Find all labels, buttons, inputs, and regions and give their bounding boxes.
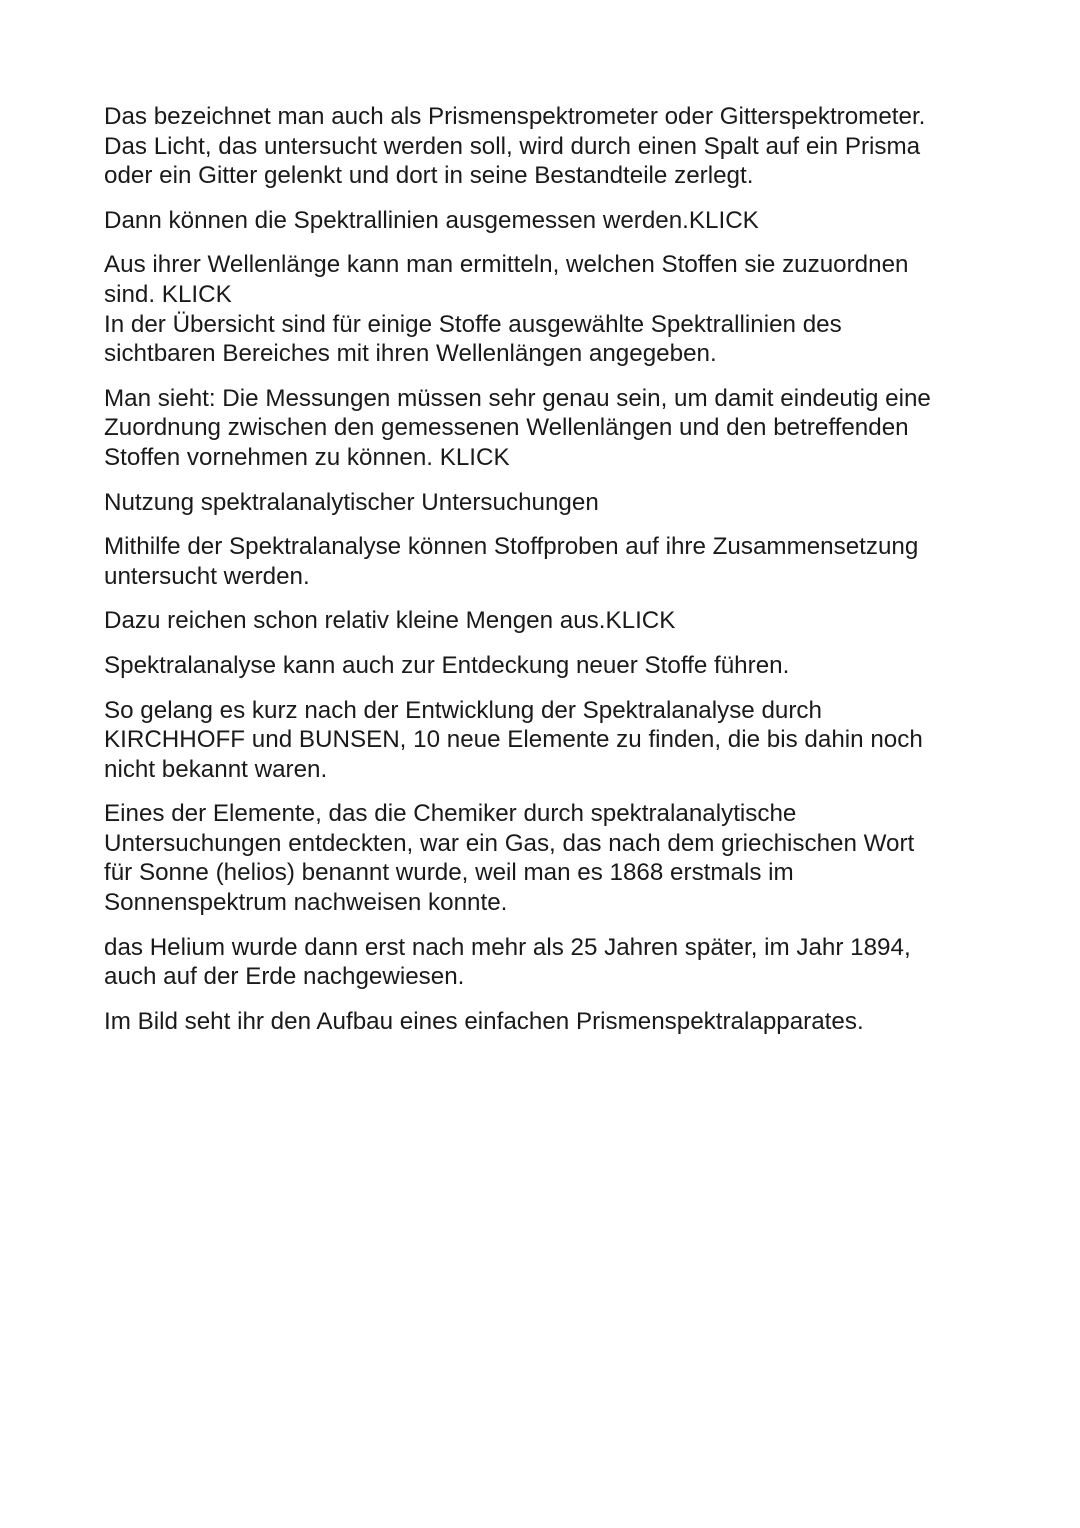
document-body [104,102,1004,1051]
paragraph-prism-apparatus [104,1007,1004,1037]
paragraph-wavelength [104,250,1004,309]
paragraph-small-amounts [104,606,1004,636]
text-line: In der Übersicht sind für einige Stoffe ausgewählte Spektrallinien des [104,310,842,338]
paragraph-measure-lines [104,206,1004,236]
text-line: Dazu reichen schon relativ kleine Mengen aus.KLICK [104,607,676,635]
text-line: Sonnenspektrum nachweisen konnte. [104,889,508,917]
section-heading: Nutzung spektralanalytischer Untersuchungen [104,488,599,516]
paragraph-spectrometer [104,102,1004,191]
text-line: sind. KLICK [104,280,232,308]
paragraph-discovery [104,651,1004,681]
paragraph-helium-earth [104,933,1004,992]
text-line: Untersuchungen entdeckten, war ein Gas, das nach dem griechischen Wort [104,829,915,857]
text-line: das Helium wurde dann erst nach mehr als 25 Jahren später, im Jahr 1894, [104,933,911,961]
text-line: Aus ihrer Wellenlänge kann man ermitteln, welchen Stoffen sie zuzuordnen [104,251,909,279]
paragraph-helios [104,799,1004,917]
text-line: Dann können die Spektrallinien ausgemessen werden.KLICK [104,206,759,234]
text-line: Mithilfe der Spektralanalyse können Stoffproben auf ihre Zusammensetzung [104,533,919,561]
text-line: Im Bild seht ihr den Aufbau eines einfachen Prismenspektralapparates. [104,1007,864,1035]
text-line: untersucht werden. [104,562,310,590]
text-line: Stoffen vornehmen zu können. KLICK [104,443,510,471]
paragraph-composition [104,532,1004,591]
paragraph-kirchhoff-bunsen [104,696,1004,785]
text-line: Das bezeichnet man auch als Prismenspektrometer oder Gitterspektrometer. [104,103,926,130]
text-line: Zuordnung zwischen den gemessenen Wellenlängen und den betreffenden [104,414,909,442]
paragraph-precision [104,384,1004,473]
text-line: sichtbaren Bereiches mit ihren Wellenlängen angegeben. [104,340,717,368]
text-line: nicht bekannt waren. [104,755,328,783]
text-line: Das Licht, das untersucht werden soll, wird durch einen Spalt auf ein Prisma [104,132,921,160]
text-line: So gelang es kurz nach der Entwicklung der Spektralanalyse durch [104,696,822,724]
text-line: auch auf der Erde nachgewiesen. [104,963,465,991]
paragraph-overview [104,310,1004,369]
text-line: Spektralanalyse kann auch zur Entdeckung neuer Stoffe führen. [104,651,790,679]
text-line: KIRCHHOFF und BUNSEN, 10 neue Elemente zu finden, die bis dahin noch [104,726,923,754]
text-line: Eines der Elemente, das die Chemiker durch spektralanalytische [104,800,797,828]
paragraph-heading-usage [104,488,1004,518]
text-line: Man sieht: Die Messungen müssen sehr genau sein, um damit eindeutig eine [104,384,931,412]
text-line: oder ein Gitter gelenkt und dort in seine Bestandteile zerlegt. [104,162,754,190]
text-line: für Sonne (helios) benannt wurde, weil man es 1868 erstmals im [104,859,794,887]
